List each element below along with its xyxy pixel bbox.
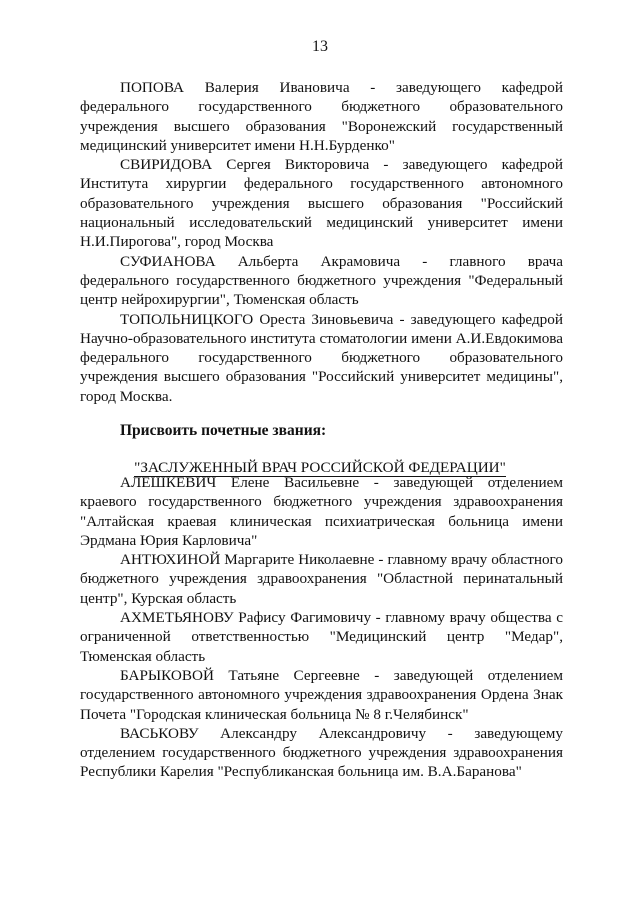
awardee-list-section-1: [80, 78, 563, 406]
awardee-paragraph: СВИРИДОВА Сергея Викторовича - заведующего кафедрой Института хирургии федерального государственного автономного образовательного учреждения высшего образования "Российский национальный исследовательский медицинский университет имени Н.И.Пирогова", город Москва: [80, 156, 563, 251]
awardee-paragraph: СУФИАНОВА Альберта Акрамовича - главного врача федерального государственного бюджетного учреждения "Федеральный центр нейрохирургии", Тюменская область: [80, 252, 563, 309]
awardee-paragraph: ВАСЬКОВУ Александру Александровичу - заведующему отделением государственного бюджетного учреждения здравоохранения Республики Карелия "Республиканская больница им. В.А.Баранова": [80, 724, 563, 781]
awardee-paragraph: ТОПОЛЬНИЦКОГО Ореста Зиновьевича - заведующего кафедрой Научно-образовательного института стоматологии имени А.И.Евдокимова федерального государственного бюджетного образовательного учреждения высшего образования "Российский университет медицины", город Москва.: [80, 310, 563, 405]
awardee-paragraph: АХМЕТЬЯНОВУ Рафису Фагимовичу - главному врачу общества с ограниченной ответственностью "Медицинский центр "Медар", Тюменская область: [80, 609, 563, 665]
section-heading: Присвоить почетные звания:: [120, 422, 327, 439]
awardee-list-section-2: [80, 473, 563, 782]
awardee-paragraph: АЛЕШКЕВИЧ Елене Васильевне - заведующей отделением краевого государственного бюджетного учреждения здравоохранения "Алтайская краевая клиническая психиатрическая больница имени Эрдмана Юрия Карловича": [80, 474, 563, 549]
honorary-title-text: "ЗАСЛУЖЕННЫЙ ВРАЧ РОССИЙСКОЙ ФЕДЕРАЦИИ": [134, 459, 506, 476]
awardee-paragraph: АНТЮХИНОЙ Маргарите Николаевне - главному врачу областного бюджетного учреждения здравоохранения "Областной перинатальный центр", Курская область: [80, 551, 563, 607]
awardee-paragraph: БАРЫКОВОЙ Татьяне Сергеевне - заведующей отделением государственного автономного учреждения здравоохранения Ордена Знак Почета "Городская клиническая больница № 8 г.Челябинск": [80, 666, 563, 723]
page-number: 13: [312, 38, 328, 55]
awardee-paragraph: ПОПОВА Валерия Ивановича - заведующего кафедрой федерального государственного бюджетного образовательного учреждения высшего образования "Воронежский государственный медицинский университет имени Н.Н.Бурденко": [80, 79, 563, 154]
